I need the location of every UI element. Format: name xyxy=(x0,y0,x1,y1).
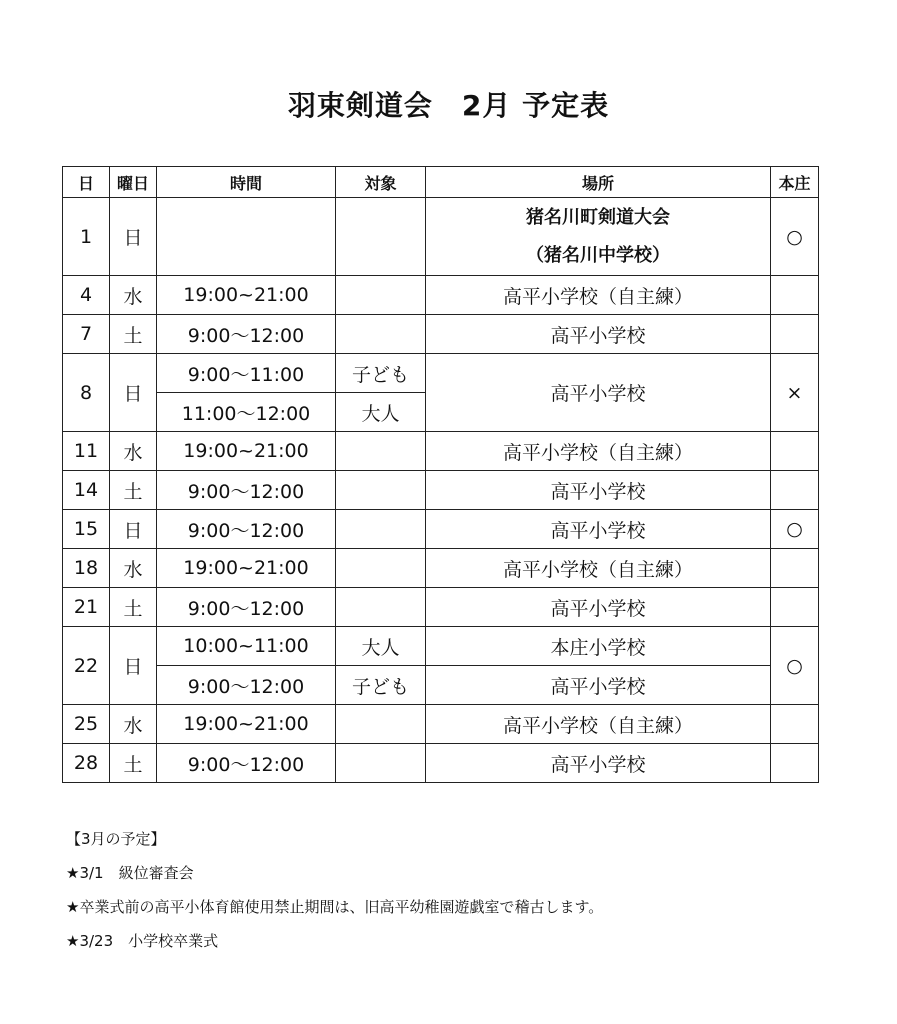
table-row xyxy=(63,666,819,705)
note-item: ★卒業式前の高平小体育館使用禁止期間は、旧高平幼稚園遊戯室で稽古します。 xyxy=(66,898,604,916)
header-row xyxy=(63,167,819,198)
table-row xyxy=(63,276,819,315)
cell-honjo xyxy=(771,276,819,315)
note-item: ★3/1 級位審査会 xyxy=(66,864,194,882)
cell-place: 高平小学校（自主練） xyxy=(426,705,771,744)
cell-day: 11 xyxy=(63,432,110,471)
table-row xyxy=(63,627,819,666)
cell-time: 9:00～12:00 xyxy=(157,744,336,783)
cell-honjo xyxy=(771,744,819,783)
cell-time: 19:00~21:00 xyxy=(157,549,336,588)
cell-target: 大人 xyxy=(336,393,426,432)
cell-time: 9:00～12:00 xyxy=(157,471,336,510)
cell-day: 4 xyxy=(63,276,110,315)
cell-target xyxy=(336,276,426,315)
cell-day: 25 xyxy=(63,705,110,744)
table-row xyxy=(63,549,819,588)
cell-target xyxy=(336,744,426,783)
cell-place: 高平小学校（自主練） xyxy=(426,432,771,471)
table-row xyxy=(63,705,819,744)
table-row xyxy=(63,354,819,393)
cell-time: 9:00～12:00 xyxy=(157,666,336,705)
cell-time: 10:00~11:00 xyxy=(157,627,336,666)
cell-weekday: 日 xyxy=(110,627,157,705)
table-row xyxy=(63,315,819,354)
cell-target xyxy=(336,432,426,471)
cell-weekday: 土 xyxy=(110,744,157,783)
cell-time: 9:00～12:00 xyxy=(157,588,336,627)
cell-place: 高平小学校 xyxy=(426,588,771,627)
cell-target xyxy=(336,705,426,744)
cell-day: 28 xyxy=(63,744,110,783)
place-line-1: 猪名川町剣道大会 xyxy=(526,206,670,228)
cell-place: 高平小学校 xyxy=(426,510,771,549)
table-row xyxy=(63,198,819,276)
cell-place: 高平小学校（自主練） xyxy=(426,549,771,588)
table-row xyxy=(63,471,819,510)
cell-honjo xyxy=(771,549,819,588)
cell-target xyxy=(336,315,426,354)
notes-heading: 【3月の予定】 xyxy=(66,830,166,848)
notes-section xyxy=(66,822,603,958)
cell-day: 22 xyxy=(63,627,110,705)
header-place: 場所 xyxy=(426,167,771,198)
cell-weekday: 水 xyxy=(110,705,157,744)
cell-target xyxy=(336,198,426,276)
cell-day: 21 xyxy=(63,588,110,627)
cell-weekday: 日 xyxy=(110,198,157,276)
header-time: 時間 xyxy=(157,167,336,198)
header-day: 日 xyxy=(63,167,110,198)
cell-honjo: ○ xyxy=(771,198,819,276)
cell-honjo xyxy=(771,315,819,354)
table-row xyxy=(63,510,819,549)
cell-time: 19:00~21:00 xyxy=(157,705,336,744)
cell-target: 大人 xyxy=(336,627,426,666)
table-row xyxy=(63,744,819,783)
cell-honjo xyxy=(771,588,819,627)
cell-honjo: ○ xyxy=(771,627,819,705)
cell-honjo xyxy=(771,471,819,510)
cell-weekday: 日 xyxy=(110,510,157,549)
cell-target xyxy=(336,510,426,549)
cell-day: 1 xyxy=(63,198,110,276)
header-weekday: 曜日 xyxy=(110,167,157,198)
cell-day: 14 xyxy=(63,471,110,510)
cell-honjo: × xyxy=(771,354,819,432)
table-row xyxy=(63,432,819,471)
cell-time: 19:00~21:00 xyxy=(157,276,336,315)
cell-time xyxy=(157,198,336,276)
cell-place: 高平小学校 xyxy=(426,471,771,510)
cell-weekday: 土 xyxy=(110,588,157,627)
cell-weekday: 土 xyxy=(110,315,157,354)
cell-place: 高平小学校 xyxy=(426,666,771,705)
cell-weekday: 水 xyxy=(110,276,157,315)
cell-time: 9:00～12:00 xyxy=(157,510,336,549)
cell-place: 高平小学校 xyxy=(426,315,771,354)
page-title: 羽束剣道会 2月 予定表 xyxy=(287,89,610,122)
cell-day: 15 xyxy=(63,510,110,549)
cell-day: 7 xyxy=(63,315,110,354)
table-row xyxy=(63,588,819,627)
cell-weekday: 水 xyxy=(110,432,157,471)
cell-target xyxy=(336,471,426,510)
cell-target: 子ども xyxy=(336,666,426,705)
cell-time: 11:00～12:00 xyxy=(157,393,336,432)
cell-weekday: 日 xyxy=(110,354,157,432)
note-item: ★3/23 小学校卒業式 xyxy=(66,932,219,950)
cell-target xyxy=(336,588,426,627)
cell-weekday: 土 xyxy=(110,471,157,510)
cell-weekday: 水 xyxy=(110,549,157,588)
cell-place xyxy=(426,198,771,276)
cell-place: 高平小学校（自主練） xyxy=(426,276,771,315)
cell-honjo: ○ xyxy=(771,510,819,549)
cell-day: 18 xyxy=(63,549,110,588)
cell-target xyxy=(336,549,426,588)
schedule-table xyxy=(62,166,819,783)
cell-place: 高平小学校 xyxy=(426,354,771,432)
header-target: 対象 xyxy=(336,167,426,198)
cell-honjo xyxy=(771,432,819,471)
cell-day: 8 xyxy=(63,354,110,432)
header-honjo: 本庄 xyxy=(771,167,819,198)
cell-place: 本庄小学校 xyxy=(426,627,771,666)
place-line-2: （猪名川中学校） xyxy=(526,244,670,266)
cell-time: 9:00～11:00 xyxy=(157,354,336,393)
cell-time: 19:00~21:00 xyxy=(157,432,336,471)
cell-time: 9:00～12:00 xyxy=(157,315,336,354)
cell-target: 子ども xyxy=(336,354,426,393)
cell-place: 高平小学校 xyxy=(426,744,771,783)
cell-honjo xyxy=(771,705,819,744)
